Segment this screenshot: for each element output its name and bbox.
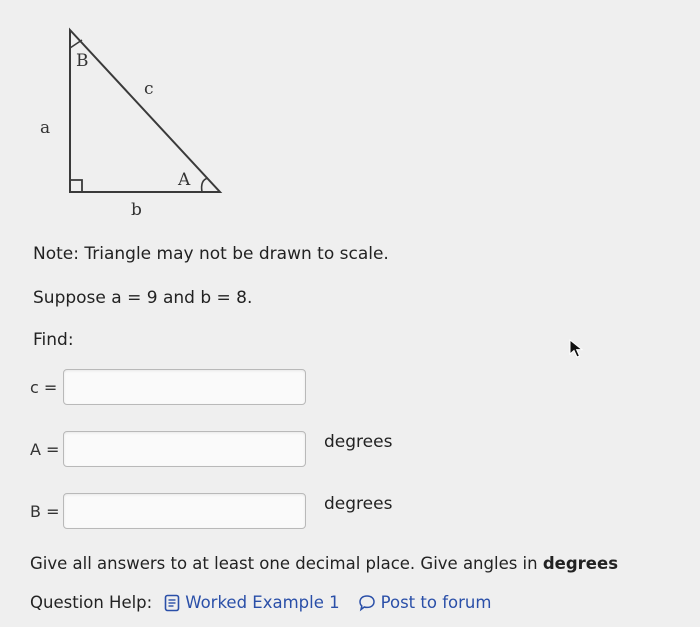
answer-row-angle-a (30, 429, 392, 469)
side-c-label: c (144, 79, 154, 99)
scale-note: Note: Triangle may not be drawn to scale. (33, 244, 389, 264)
instructions-text: Give all answers to at least one decimal place. Give angles in (30, 554, 543, 573)
question-help (30, 593, 491, 612)
unit-label-angle-b: degrees (324, 494, 393, 514)
document-icon (164, 594, 180, 612)
side-b-label: b (131, 200, 142, 220)
side-a-label: a (40, 118, 51, 138)
question-help-label: Question Help: (30, 593, 153, 612)
right-angle-marker (70, 180, 82, 192)
right-triangle (70, 30, 220, 192)
field-label-c: c = (30, 377, 58, 397)
field-label-angle-b: B = (30, 501, 60, 521)
vertex-a-label: A (178, 170, 191, 190)
mouse-pointer-icon (568, 338, 586, 360)
worked-example-label[interactable]: Worked Example 1 (185, 593, 340, 612)
find-label: Find: (33, 330, 74, 350)
post-to-forum-label[interactable]: Post to forum (380, 593, 492, 612)
triangle-figure (30, 20, 240, 225)
unit-label-angle-a: degrees (324, 432, 393, 452)
worked-example-link[interactable] (164, 593, 339, 612)
instructions (30, 554, 618, 573)
vertex-b-label: B (76, 51, 89, 71)
answer-input-angle-a[interactable] (63, 431, 306, 467)
answer-input-angle-b[interactable] (63, 493, 306, 529)
post-to-forum-link[interactable] (358, 593, 492, 612)
given-values: Suppose a = 9 and b = 8. (33, 288, 253, 308)
answer-row-c (30, 367, 306, 407)
speech-bubble-icon (358, 594, 376, 612)
angle-a-arc (202, 178, 208, 192)
instructions-emphasis: degrees (542, 554, 619, 573)
angle-b-arc (70, 40, 82, 48)
answer-input-c[interactable] (63, 369, 306, 405)
answer-row-angle-b (30, 491, 392, 531)
field-label-angle-a: A = (30, 439, 60, 459)
